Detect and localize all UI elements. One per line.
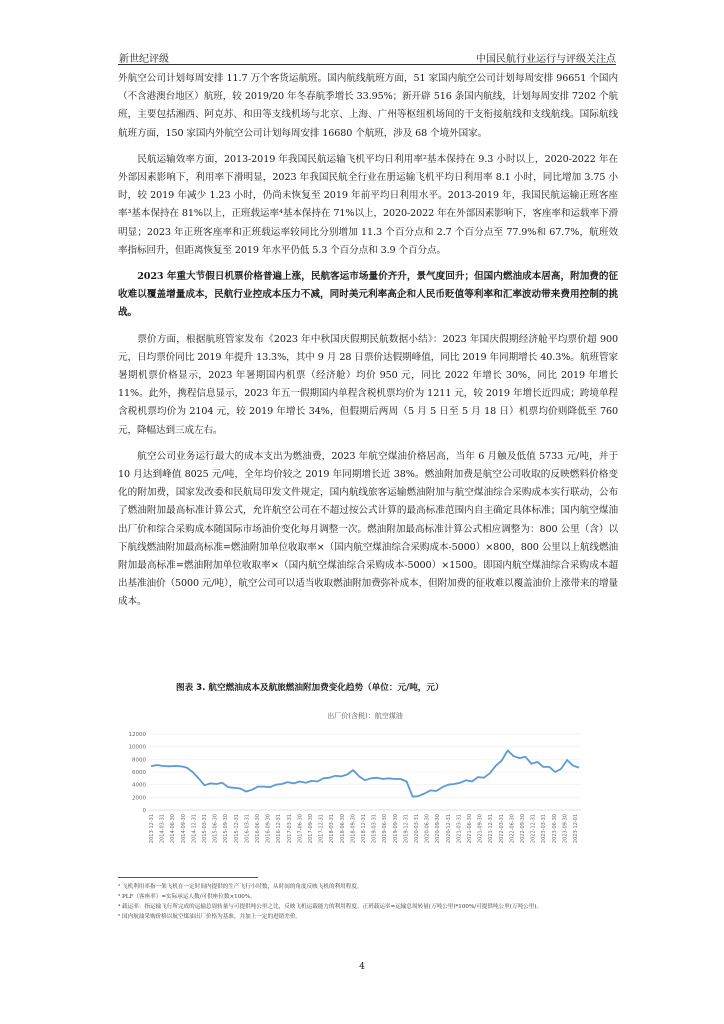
x-tick-label: 2014-03-31 xyxy=(159,814,166,844)
x-tick-label: 2017-03-31 xyxy=(286,814,293,844)
x-tick-label: 2014-09-30 xyxy=(180,814,187,844)
x-tick-label: 2022-06-30 xyxy=(509,814,516,844)
x-tick-label: 2015-12-31 xyxy=(233,814,240,844)
x-tick-label: 2019-03-31 xyxy=(371,814,378,844)
fuel-price-line-chart xyxy=(125,700,585,860)
x-tick-label: 2015-03-31 xyxy=(202,814,208,844)
footnote-5: ⁵ 国内航油采购价格以航空煤油出厂价格为基准，并加上一定的进销差价。 xyxy=(118,914,302,920)
figure-caption: 图表 3. 航空燃油成本及航旅燃油附加费变化趋势（单位：元/吨，元） xyxy=(176,683,444,693)
footnote-rule xyxy=(118,877,258,878)
footnotes xyxy=(118,882,618,922)
x-tick-label: 2015-06-30 xyxy=(212,814,219,844)
header-rule xyxy=(118,64,616,65)
x-tick-label: 2017-09-30 xyxy=(308,814,314,844)
paragraph-fuel-costs: 航空公司业务运行最大的成本支出为燃油费，2023 年航空煤油价格居高，当年 6 月触及低值 5733 元/吨，并于 10 月达到峰值 8025 元/吨，全年均价较之 2019 年同期增长近 38%。燃油附加费是航空公司收取的反映燃料价格变化的附加费，国家发改委和民航局印发文件规定，国内航线旅客运输燃油附加与航空煤油综合采购成本实行联动，公布了燃油附加最高标准计算公式，允许航空公司在不超过按公式计算的最高标准范围内自主确定具体标准；国内航空煤油出厂价和综合采购成本随国际市场油价变化每月调整一次。燃油附加最高标准计算公式相应调整为：800 公里（含）以下航线燃油附加最高标准=燃油附加单位收取率×（国内航空煤油综合采购成本-5000）×800，800 公里以上航线燃油附加最高标准=燃油附加单位收取率×（国内航空煤油综合采购成本-5000）×1500。即国内航空煤油综合采购成本超出基准油价（5000 元/吨），航空公司可以适当收取燃油附加费弥补成本，但附加费的征收难以覆盖油价上涨带来的增量成本。 xyxy=(118,450,618,608)
x-axis xyxy=(149,814,579,843)
series-layer xyxy=(151,751,579,797)
footnote-3: ³ PLF（客座率）=实际承运人数/可供座位数×100%。 xyxy=(118,894,256,900)
y-tick-label: 4000 xyxy=(132,782,146,789)
x-tick-label: 2020-12-31 xyxy=(445,814,452,844)
header-publisher: 新世纪评级 xyxy=(119,54,169,65)
x-tick-label: 2016-12-31 xyxy=(276,814,283,844)
x-tick-label: 2018-06-30 xyxy=(339,814,346,844)
x-tick-label: 2022-12-31 xyxy=(530,814,537,844)
x-tick-label: 2023-06-30 xyxy=(551,814,558,844)
y-tick-label: 10000 xyxy=(128,744,146,751)
x-tick-label: 2016-09-30 xyxy=(265,814,272,844)
x-tick-label: 2023-03-31 xyxy=(541,814,548,844)
y-tick-label: 6000 xyxy=(132,770,146,776)
x-tick-label: 2013-12-31 xyxy=(149,814,155,844)
x-tick-label: 2014-06-30 xyxy=(170,814,177,844)
x-tick-label: 2018-03-31 xyxy=(329,814,336,844)
x-tick-label: 2021-03-31 xyxy=(456,814,463,844)
x-tick-label: 2014-12-31 xyxy=(191,814,198,844)
x-tick-label: 2019-06-30 xyxy=(382,814,389,844)
x-tick-label: 2020-03-31 xyxy=(414,814,420,844)
x-tick-label: 2018-09-30 xyxy=(350,814,357,844)
x-tick-label: 2023-09-30 xyxy=(562,814,569,844)
paragraph-efficiency: 民航运输效率方面，2013-2019 年我国民航运输飞机平均日利用率²基本保持在 9.3 小时以上，2020-2022 年在外部因素影响下，利用率下滑明显，2023 年我国民航全行业在册运输飞机平均日利用率 8.1 小时，同比增加 3.75 小时，较 2019 年减少 1.23 小时，仍尚未恢复至 2019 年前平均日利用水平。2013-2019 年，我国民航运输正班客座率³基本保持在 81%以上，正班载运率⁴基本保持在 71%以上，2020-2022 年在外部因素影响下，客座率和运载率下滑明显；2023 年正班客座率和正班载运率较同比分别增加 11.3 个百分点和 2.7 个百分点至 77.9%和 67.7%，航班效率指标回升，但距离恢复至 2019 年水平仍低 5.3 个百分点和 3.9 个百分点。 xyxy=(118,153,618,256)
paragraph-ticket-prices: 票价方面，根据航班管家发布《2023 年中秋国庆假期民航数据小结》：2023 年国庆假期经济舱平均票价超 900 元，日均票价同比 2019 年提升 13.3%，其中 9 月 28 日票价达假期峰值，同比 2019 年同期增长 40.3%。航班管家暑期机票价格显示，2023 年暑期国内机票（经济舱）均价 950 元，同比 2022 年增长 30%，同比 2019 年增长 11%。此外，携程信息显示，2023 年五一假期国内单程含税机票均价为 1211 元，较 2019 年增长近四成；跨境单程含税机票均价为 2104 元，较 2019 年增长 34%，但假期后两周（5 月 5 日至 5 月 18 日）机票均价则降低至 760 元，降幅达到三成左右。 xyxy=(118,333,618,436)
x-tick-label: 2019-12-31 xyxy=(403,814,410,844)
x-tick-label: 2016-03-31 xyxy=(244,814,251,844)
footnote-2: ² 飞机利用率指一架飞机在一定时间内提供的生产飞行小时数，从时间的角度反映飞机的利用程度。 xyxy=(118,884,363,890)
footnote-4: ⁴ 载运率：指运输飞行所完成的运输总周转量与可提供吨公里之比，反映飞机运载能力的利用程度。正班载运率=运输总周转量(万吨公里)*100%/可提供吨公里(万吨公里)。 xyxy=(118,904,543,910)
page-number: 4 xyxy=(359,962,365,972)
x-tick-label: 2021-12-31 xyxy=(488,814,495,844)
x-tick-label: 2023-12-01 xyxy=(573,814,579,844)
x-tick-label: 2021-06-30 xyxy=(467,814,473,844)
x-tick-label: 2018-12-31 xyxy=(361,814,367,844)
x-tick-label: 2015-09-30 xyxy=(223,814,230,844)
paragraph-flight-schedule: 外航空公司计划每周安排 11.7 万个客货运航班。国内航线航班方面，51 家国内航空公司计划每周安排 96651 个国内（不含港澳台地区）航班，较 2019/20 年冬春航季增长 33.95%；新开辟 516 条国内航线，计划每周安排 7202 个航班，主要包括湘西、阿克苏、和田等支线机场与北京、上海、广州等枢纽机场间的干支衔接航线和支线航线。国际航线航班方面，150 家国内外航空公司计划每周安排 16680 个航班，涉及 68 个境外国家。 xyxy=(118,73,618,139)
series-line-jet-fuel-price xyxy=(151,751,579,797)
x-tick-label: 2020-09-30 xyxy=(435,814,442,844)
x-tick-label: 2019-09-30 xyxy=(392,814,399,844)
x-tick-label: 2017-12-31 xyxy=(318,814,325,844)
y-tick-label: 2000 xyxy=(132,795,146,802)
x-tick-label: 2022-03-31 xyxy=(498,814,505,844)
y-tick-label: 8000 xyxy=(132,757,146,764)
x-tick-label: 2022-09-30 xyxy=(520,814,526,844)
x-tick-label: 2020-06-30 xyxy=(424,814,431,844)
paragraph-summary-bold: 2023 年重大节假日机票价格普遍上涨，民航客运市场量价齐升，景气度回升；但国内燃油成本居高，附加费的征收难以覆盖增量成本，民航行业控成本压力不减，同时美元利率高企和人民币贬值等利率和汇率波动带来费用控制的挑战。 xyxy=(118,271,618,319)
x-tick-label: 2021-09-30 xyxy=(477,814,484,844)
header-report-title: 中国民航行业运行与评级关注点 xyxy=(476,54,616,65)
chart-title: 出厂价(含税)：航空煤油 xyxy=(327,712,403,720)
x-tick-label: 2016-06-30 xyxy=(255,814,261,844)
body-text xyxy=(118,70,618,620)
x-tick-label: 2017-06-30 xyxy=(297,814,304,844)
y-tick-label: 0 xyxy=(142,808,146,814)
y-tick-label: 12000 xyxy=(128,732,146,738)
